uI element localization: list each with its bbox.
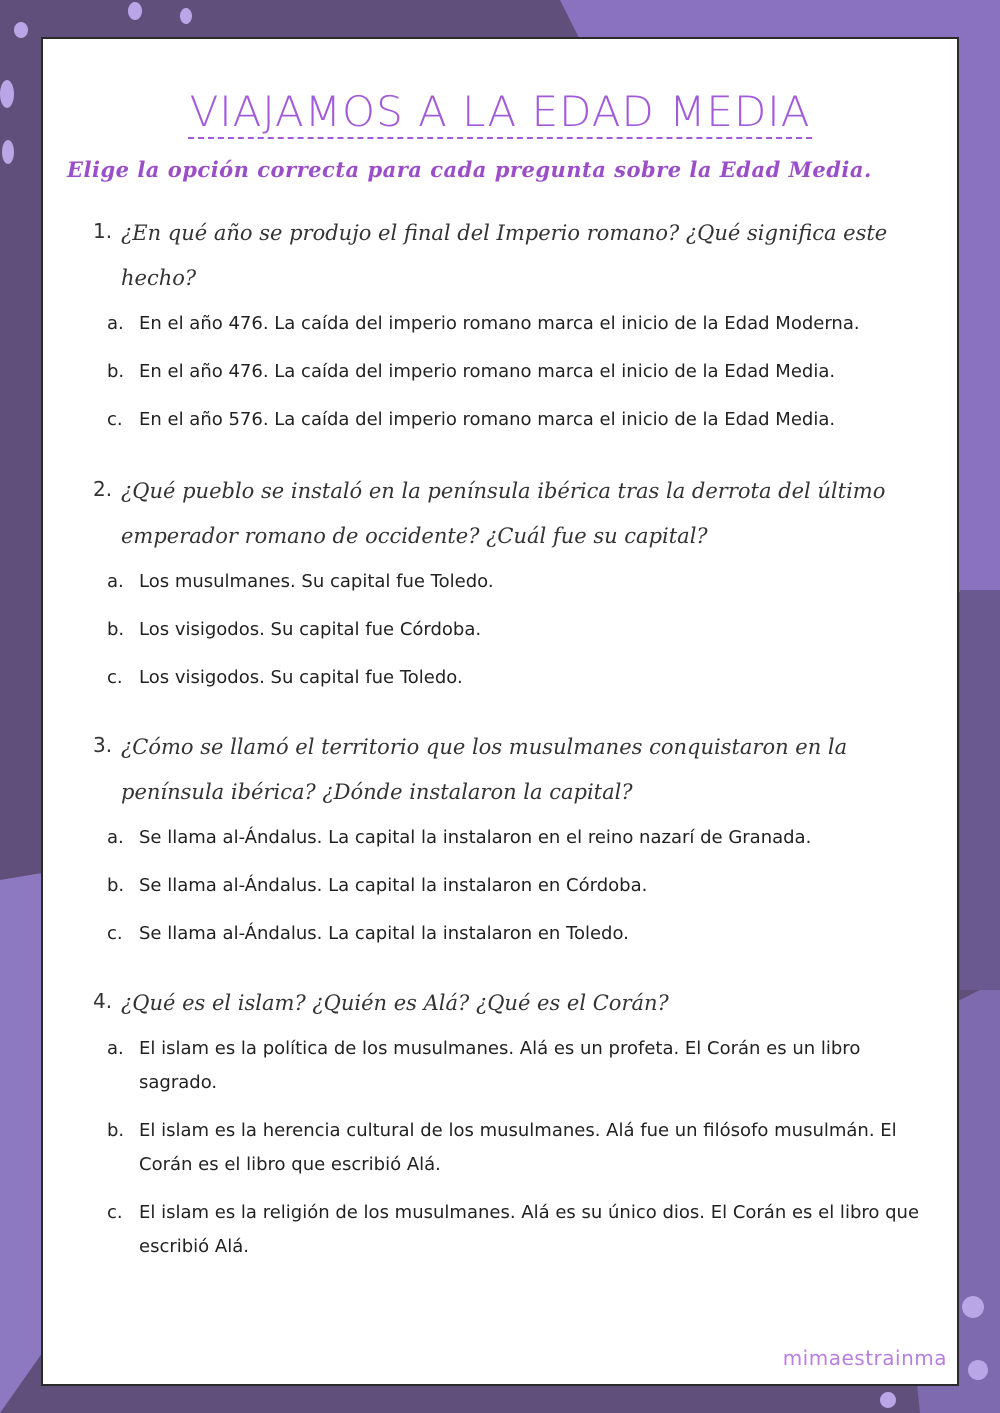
answer-option[interactable]: b. Se llama al-Ándalus. La capital la instalaron en Córdoba. bbox=[107, 875, 648, 896]
question-text: ¿Qué pueblo se instaló en la península ibérica tras la derrota del último emperador romano de occidente? ¿Cuál fue su capital? bbox=[121, 479, 886, 548]
worksheet-page bbox=[41, 37, 959, 1386]
question-3 bbox=[93, 725, 937, 965]
answer-option[interactable]: a. El islam es la política de los musulmanes. Alá es un profeta. El Corán es un libro sagrado. bbox=[107, 1038, 861, 1093]
question-text: ¿En qué año se produjo el final del Imperio romano? ¿Qué significa este hecho? bbox=[121, 221, 888, 290]
answer-option[interactable]: c. Se llama al-Ándalus. La capital la instalaron en Toledo. bbox=[107, 923, 629, 944]
answer-option[interactable]: a. Los musulmanes. Su capital fue Toledo. bbox=[107, 571, 494, 592]
instructions: Elige la opción correcta para cada pregunta sobre la Edad Media. bbox=[67, 157, 872, 182]
question-text: ¿Cómo se llamó el territorio que los musulmanes conquistaron en la península ibérica? ¿Dónde instalaron la capital? bbox=[121, 735, 848, 804]
answer-option[interactable]: c. Los visigodos. Su capital fue Toledo. bbox=[107, 667, 463, 688]
question-1 bbox=[93, 211, 937, 451]
page-title: VIAJAMOS A LA EDAD MEDIA bbox=[43, 87, 957, 139]
answer-option[interactable]: b. Los visigodos. Su capital fue Córdoba. bbox=[107, 619, 482, 640]
question-number: 3. bbox=[93, 733, 113, 757]
answer-option[interactable]: c. El islam es la religión de los musulmanes. Alá es su único dios. El Corán es el libro que escribió Alá. bbox=[107, 1202, 920, 1257]
question-number: 4. bbox=[93, 989, 113, 1013]
answer-option[interactable]: a. En el año 476. La caída del imperio romano marca el inicio de la Edad Moderna. bbox=[107, 313, 860, 334]
decorative-dot bbox=[14, 22, 28, 38]
answer-option[interactable]: a. Se llama al-Ándalus. La capital la instalaron en el reino nazarí de Granada. bbox=[107, 827, 812, 848]
question-number: 1. bbox=[93, 219, 113, 243]
decorative-dot bbox=[2, 140, 14, 164]
answer-option[interactable]: b. En el año 476. La caída del imperio romano marca el inicio de la Edad Media. bbox=[107, 361, 836, 382]
answer-option[interactable]: c. En el año 576. La caída del imperio romano marca el inicio de la Edad Media. bbox=[107, 409, 836, 430]
question-4 bbox=[93, 981, 937, 1278]
question-number: 2. bbox=[93, 477, 113, 501]
decorative-dot bbox=[962, 1296, 984, 1318]
decorative-dot bbox=[128, 2, 142, 20]
answer-option[interactable]: b. El islam es la herencia cultural de los musulmanes. Alá fue un filósofo musulmán. El Corán es el libro que escribió Alá. bbox=[107, 1120, 897, 1175]
question-text: ¿Qué es el islam? ¿Quién es Alá? ¿Qué es el Corán? bbox=[121, 991, 669, 1015]
decorative-dot bbox=[180, 8, 192, 24]
decorative-dot bbox=[0, 80, 14, 108]
author-signature: mimaestrainma bbox=[782, 1346, 947, 1370]
decorative-dot bbox=[968, 1360, 988, 1380]
question-2 bbox=[93, 469, 937, 709]
decorative-dot bbox=[880, 1392, 896, 1408]
